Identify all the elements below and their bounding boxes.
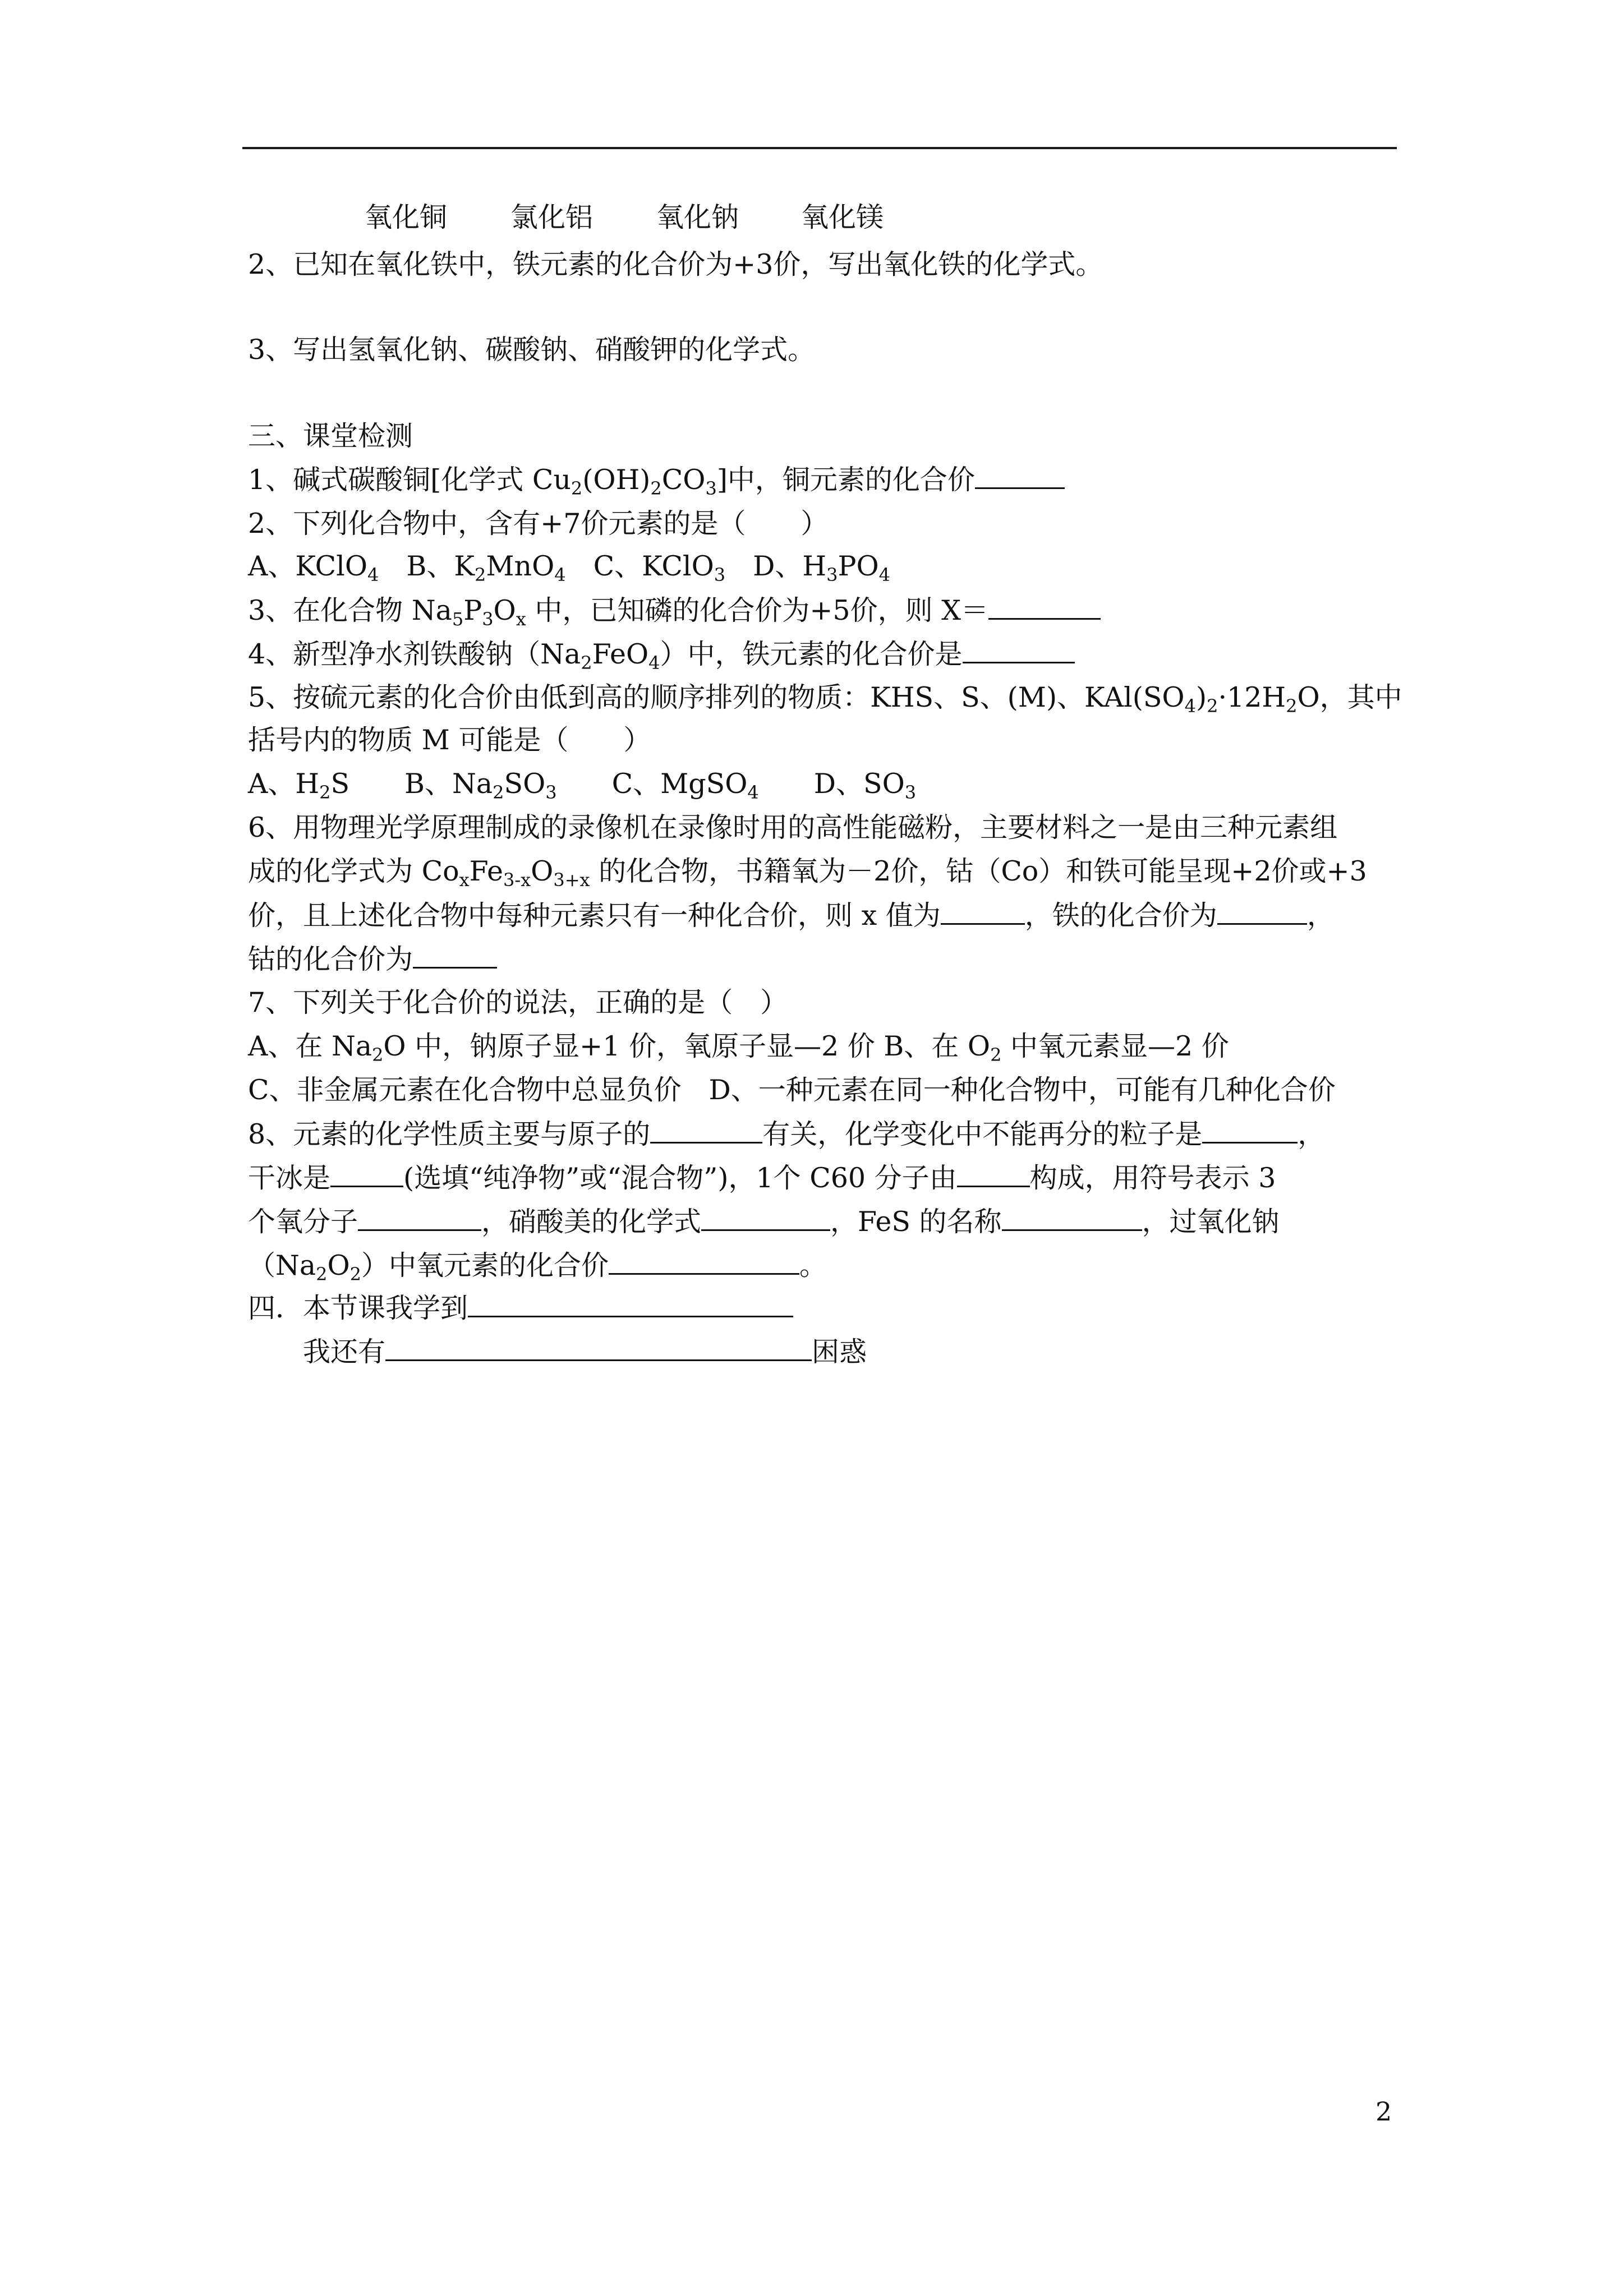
- page-number: 2: [1375, 2096, 1392, 2127]
- test-5-cont: 括号内的物质 M 可能是（ ）: [248, 724, 651, 756]
- answer-blank[interactable]: [330, 1161, 403, 1187]
- question-3: 3、写出氢氧化钠、碳酸钠、硝酸钾的化学式。: [248, 334, 816, 366]
- answer-blank[interactable]: [701, 1205, 830, 1231]
- test-3: 3、在化合物 $Na_5P_3O_x$ 中，已知磷的化合价为+5价，则 X＝: [248, 593, 1101, 628]
- test-6-line4: 钴的化合价为: [248, 942, 497, 976]
- answer-blank[interactable]: [650, 1117, 762, 1144]
- compound-1: 氧化铜: [365, 201, 448, 233]
- test-2-options: A、KClO$_4$ B、$K_2MnO_4$ C、KClO$_3$ D、$H_3PO_4$: [248, 550, 891, 585]
- answer-blank[interactable]: [988, 593, 1101, 620]
- answer-blank[interactable]: [609, 1248, 799, 1275]
- answer-blank[interactable]: [1202, 1117, 1298, 1144]
- test-2: 2、下列化合物中，含有+7价元素的是（ ）: [248, 508, 829, 540]
- answer-blank[interactable]: [358, 1205, 481, 1231]
- answer-blank[interactable]: [1002, 1205, 1142, 1231]
- test-4: 4、新型净水剂铁酸钠$(Na_2FeO_4)$中，铁元素的化合价是: [248, 637, 1075, 671]
- answer-blank[interactable]: [975, 463, 1065, 489]
- section-3-heading: 三、课堂检测: [248, 420, 413, 452]
- answer-blank[interactable]: [413, 942, 497, 969]
- test-7: 7、下列关于化合价的说法，正确的是（ ）: [248, 986, 788, 1018]
- section-4-line2: 我还有 困惑: [303, 1336, 867, 1368]
- test-7-ab: A、在 $Na_2O$ 中，钠原子显+1 价，氧原子显—2 价 B、在 $O_2$ 中氧元素显—2 价: [248, 1030, 1229, 1066]
- answer-blank[interactable]: [957, 1161, 1030, 1187]
- answer-blank[interactable]: [385, 1335, 812, 1361]
- test-8-line3: 个氧分子 ，硝酸美的化学式 ，FeS 的名称 ，过氧化钠: [248, 1206, 1280, 1238]
- test-7-cd: C、非金属元素在化合物中总显负价 D、一种元素在同一种化合物中，可能有几种化合价: [248, 1074, 1336, 1106]
- answer-blank[interactable]: [941, 898, 1025, 925]
- answer-blank[interactable]: [1217, 898, 1307, 925]
- test-6-line2: 成的化学式为 $Co_xFe_{3-x}O_{3+x}$ 的化合物，书籍氧为－2价，钴（Co）和铁可能呈现+2价或+3: [248, 855, 1367, 891]
- compound-4: 氧化镁: [801, 201, 884, 233]
- header-rule: [242, 147, 1397, 149]
- answer-blank[interactable]: [963, 637, 1075, 663]
- question-2: 2、已知在氧化铁中，铁元素的化合价为+3价，写出氧化铁的化学式。: [248, 248, 1103, 280]
- test-8-line2: 干冰是 (选填“纯净物”或“混合物”)，1个 C60 分子由 构成，用符号表示 3: [248, 1162, 1276, 1194]
- compound-list: [365, 201, 884, 234]
- test-6: 6、用物理光学原理制成的录像机在录像时用的高性能磁粉，主要材料之一是由三种元素组: [248, 812, 1338, 843]
- test-6-line3: 价，且上述化合物中每种元素只有一种化合价，则 x 值为 ，铁的化合价为 ，: [248, 900, 1335, 932]
- section-4-heading: 四．本节课我学到: [248, 1291, 793, 1325]
- compound-2: 氯化铝: [510, 201, 594, 233]
- test-5-options: A、$H_2S$ B、$Na_2SO_3$ C、MgSO$_4$ D、$SO_3$: [248, 768, 917, 803]
- test-5: 5、按硫元素的化合价由低到高的顺序排列的物质：KHS、S、(M)、$KAl(SO_4)_2\cdot 12H_2O$，其中: [248, 681, 1402, 717]
- test-8: 8、元素的化学性质主要与原子的 有关，化学变化中不能再分的粒子是 ，: [248, 1118, 1326, 1150]
- test-8-line4: $(Na_2O_2)$中氧元素的化合价 。: [248, 1250, 827, 1285]
- answer-blank[interactable]: [468, 1291, 793, 1317]
- compound-3: 氧化钠: [656, 201, 739, 233]
- test-1: 1、碱式碳酸铜[化学式 $Cu_2(OH)_2CO_3$]中，铜元素的化合价: [248, 463, 1065, 497]
